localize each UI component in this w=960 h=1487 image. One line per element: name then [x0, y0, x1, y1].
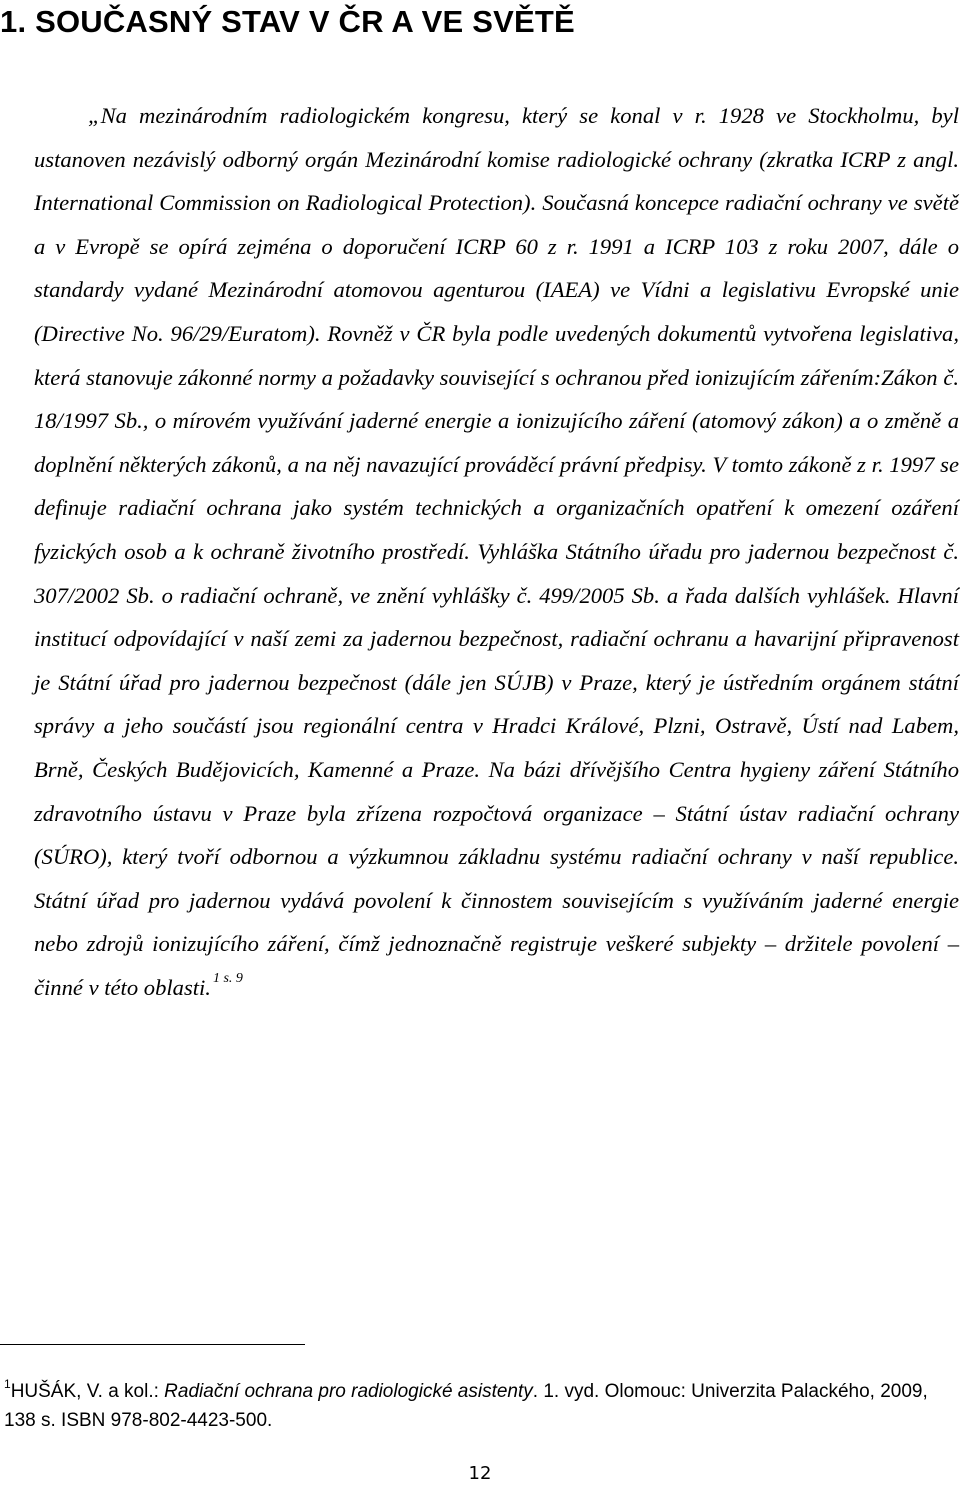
footnote-details: . 1. vyd. Olomouc: Univerzita Palackého, 2009, 138 s. ISBN 978-802-4423-500.: [4, 1381, 928, 1431]
footnote: [4, 1378, 944, 1434]
quoted-paragraph: [34, 94, 959, 1013]
footnote-marker: 1: [4, 1377, 11, 1391]
section-heading: 1. SOUČASNÝ STAV V ČR A VE SVĚTĚ: [0, 4, 575, 39]
page-number: 12: [468, 1463, 492, 1484]
footnote-authors: HUŠÁK, V. a kol.:: [10, 1381, 165, 1402]
footnote-separator: [0, 1344, 305, 1345]
quote-text: „Na mezinárodním radiologickém kongresu, který se konal v r. 1928 ve Stockholmu, byl ustanoven nezávislý odborný orgán Mezinárodní komise radiologické ochrany (zkratka ICRP z angl. International Commission on Radiological Protection). Současná koncepce radiační ochrany ve světě a v Evropě se opírá zejména o doporučení ICRP 60 z r. 1991 a ICRP 103 z roku 2007, dále o standardy vydané Mezinárodní atomovou agenturou (IAEA) ve Vídni a legislativu Evropské unie (Directive No. 96/29/Euratom). Rovněž v ČR byla podle uvedených dokumentů vytvořena legislativa, která stanovuje zákonné normy a požadavky související s ochranou před ionizujícím zářením:Zákon č. 18/1997 Sb., o mírovém využívání jaderné energie a ionizujícího záření (atomový zákon) a o změně a doplnění některých zákonů, a na něj navazující prováděcí právní předpisy. V tomto zákoně z r. 1997 se definuje radiační ochrana jako systém technických a organizačních opatření k omezení ozáření fyzických osob a k ochraně životního prostředí. Vyhláška Státního úřadu pro jadernou bezpečnost č. 307/2002 Sb. o radiační ochraně, ve znění vyhlášky č. 499/2005 Sb. a řada dalších vyhlášek. Hlavní institucí odpovídající v naší zemi za jadernou bezpečnost, radiační ochranu a havarijní připravenost je Státní úřad pro jadernou bezpečnost (dále jen SÚJB) v Praze, který je ústředním orgánem státní správy a jeho součástí jsou regionální centra v Hradci Králové, Plzni, Ostravě, Ústí nad Labem, Brně, Českých Budějovicích, Kamenné a Praze. Na bázi dřívějšího Centra hygieny záření Státního zdravotního ústavu v Praze byla zřízena rozpočtová organizace – Státní ústav radiační ochrany (SÚRO), který tvoří odbornou a výzkumnou základnu systému radiační ochrany v naší republice. Státní úřad pro jadernou vydává povolení k činnostem souvisejícím s využíváním jaderné energie nebo zdrojů ionizujícího záření, čímž jednoznačně registruje veškeré subjekty – držitele povolení – činné v této oblasti.: [34, 103, 959, 1000]
citation-reference: 1 s. 9: [212, 970, 243, 986]
footnote-title: Radiační ochrana pro radiologické asistenty: [164, 1381, 533, 1402]
